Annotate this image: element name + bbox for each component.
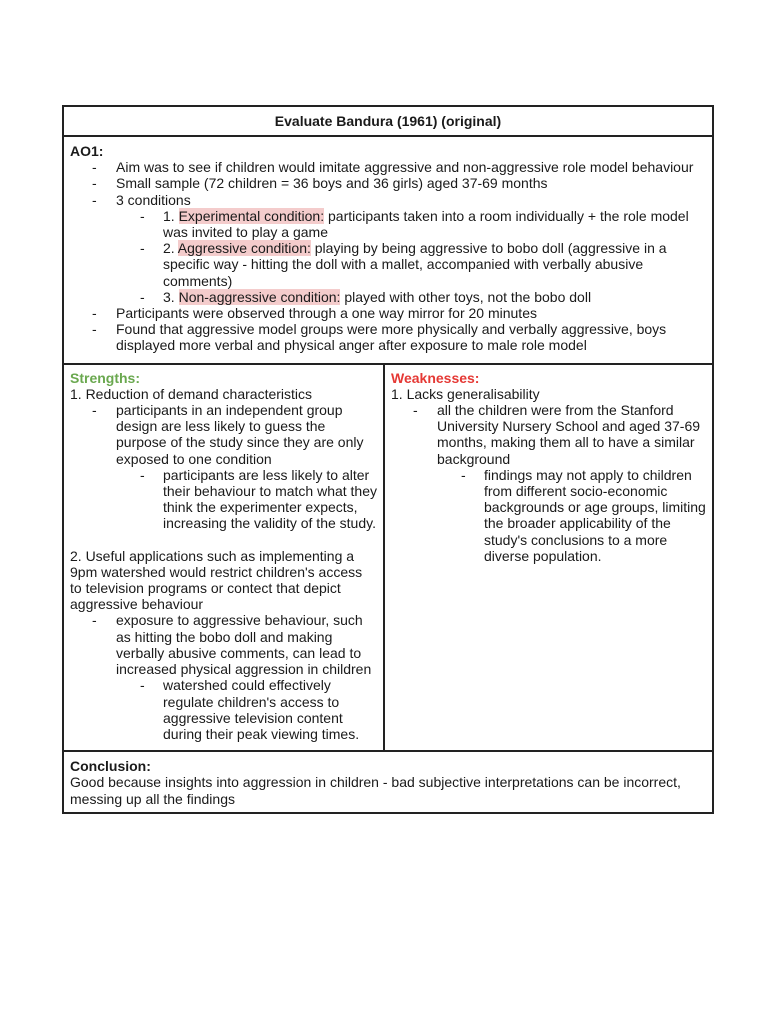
list-item xyxy=(70,175,706,191)
list-item xyxy=(70,612,377,677)
condition-item xyxy=(70,208,706,240)
weakness-1-subpoint: findings may not apply to children from different socio-economic backgrounds or age groups, limiting the broader applicability of the study's conclusions to a more diverse population. xyxy=(484,466,706,564)
weakness-1-point: all the children were from the Stanford University Nursery School and aged 37-69 months, making them all to have a similar background xyxy=(437,402,701,467)
list-item xyxy=(70,305,706,321)
list-item xyxy=(391,467,706,564)
bullet-dash: - xyxy=(92,191,97,208)
ao1-heading: AO1: xyxy=(70,143,104,159)
strengths-heading: Strengths: xyxy=(70,369,140,386)
condition-number: 1. xyxy=(163,207,179,224)
condition-number: 2. xyxy=(163,240,178,257)
condition-text: playing by being aggressive to bobo doll (aggressive in a specific way - hitting the doll with a mallet, accompanied with verbally abusive comments) xyxy=(163,240,667,289)
weaknesses-column xyxy=(385,365,712,750)
ao1-aim: Aim was to see if children would imitate aggressive and non-aggressive role model behaviour xyxy=(116,159,694,176)
ao1-conditions-intro: 3 conditions xyxy=(116,191,191,208)
conclusion-heading: Conclusion: xyxy=(70,758,151,775)
bullet-dash: - xyxy=(140,288,145,305)
bullet-dash: - xyxy=(140,207,145,224)
condition-item xyxy=(70,240,706,289)
bullet-dash: - xyxy=(461,466,466,483)
list-item xyxy=(70,402,377,467)
weakness-1-title: 1. Lacks generalisability xyxy=(391,385,540,402)
conclusion-section xyxy=(64,752,712,812)
list-item xyxy=(70,159,706,175)
ao1-sample: Small sample (72 children = 36 boys and 36 girls) aged 37-69 months xyxy=(116,175,548,192)
bullet-dash: - xyxy=(92,402,97,419)
conclusion-text: Good because insights into aggression in children - bad subjective interpretations can be incorrect, messing up all the findings xyxy=(70,774,681,807)
strengths-column xyxy=(64,365,385,750)
condition-item xyxy=(70,289,706,305)
list-item xyxy=(70,467,377,532)
strength-1-point: participants in an independent group design are less likely to guess the purpose of the study since they are only exposed to one condition xyxy=(116,402,364,467)
list-item xyxy=(70,192,706,208)
list-item xyxy=(70,677,377,742)
bullet-dash: - xyxy=(413,402,418,419)
condition-label-highlight: Experimental condition: xyxy=(178,207,325,224)
bullet-dash: - xyxy=(92,305,97,322)
strength-2-subpoint: watershed could effectively regulate children's access to aggressive television content during their peak viewing times. xyxy=(163,677,360,742)
evaluation-columns xyxy=(64,365,712,752)
strength-2-point: exposure to aggressive behaviour, such as hitting the bobo doll and making verbally abusive comments, can lead to increased physical aggression in children xyxy=(116,612,372,678)
condition-text: participants taken into a room individually + the role model was invited to play a game xyxy=(163,207,689,241)
bullet-dash: - xyxy=(140,466,145,483)
evaluation-table xyxy=(62,105,714,814)
condition-label-highlight: Aggressive condition: xyxy=(177,240,311,257)
ao1-observed: Participants were observed through a one way mirror for 20 minutes xyxy=(116,305,537,322)
strength-2-title: 2. Useful applications such as implementing a 9pm watershed would restrict children's access to television programs or contect that depict aggressive behaviour xyxy=(70,547,363,613)
bullet-dash: - xyxy=(92,159,97,176)
table-title: Evaluate Bandura (1961) (original) xyxy=(64,107,712,137)
bullet-dash: - xyxy=(140,677,145,694)
bullet-dash: - xyxy=(140,240,145,257)
ao1-found: Found that aggressive model groups were more physically and verbally aggressive, boys displayed more verbal and physical anger after exposure to male role model xyxy=(116,321,667,354)
condition-text: played with other toys, not the bobo doll xyxy=(340,288,592,305)
list-item xyxy=(391,402,706,467)
weaknesses-heading: Weaknesses: xyxy=(391,369,480,386)
ao1-section xyxy=(64,137,712,365)
list-item xyxy=(70,321,706,353)
bullet-dash: - xyxy=(92,175,97,192)
condition-label-highlight: Non-aggressive condition: xyxy=(178,288,341,305)
strength-1-title: 1. Reduction of demand characteristics xyxy=(70,385,313,402)
bullet-dash: - xyxy=(92,612,97,629)
strength-1-subpoint: participants are less likely to alter their behaviour to match what they think the experimenter expects, increasing the validity of the study. xyxy=(163,466,378,532)
bullet-dash: - xyxy=(92,321,97,338)
condition-number: 3. xyxy=(163,288,179,305)
